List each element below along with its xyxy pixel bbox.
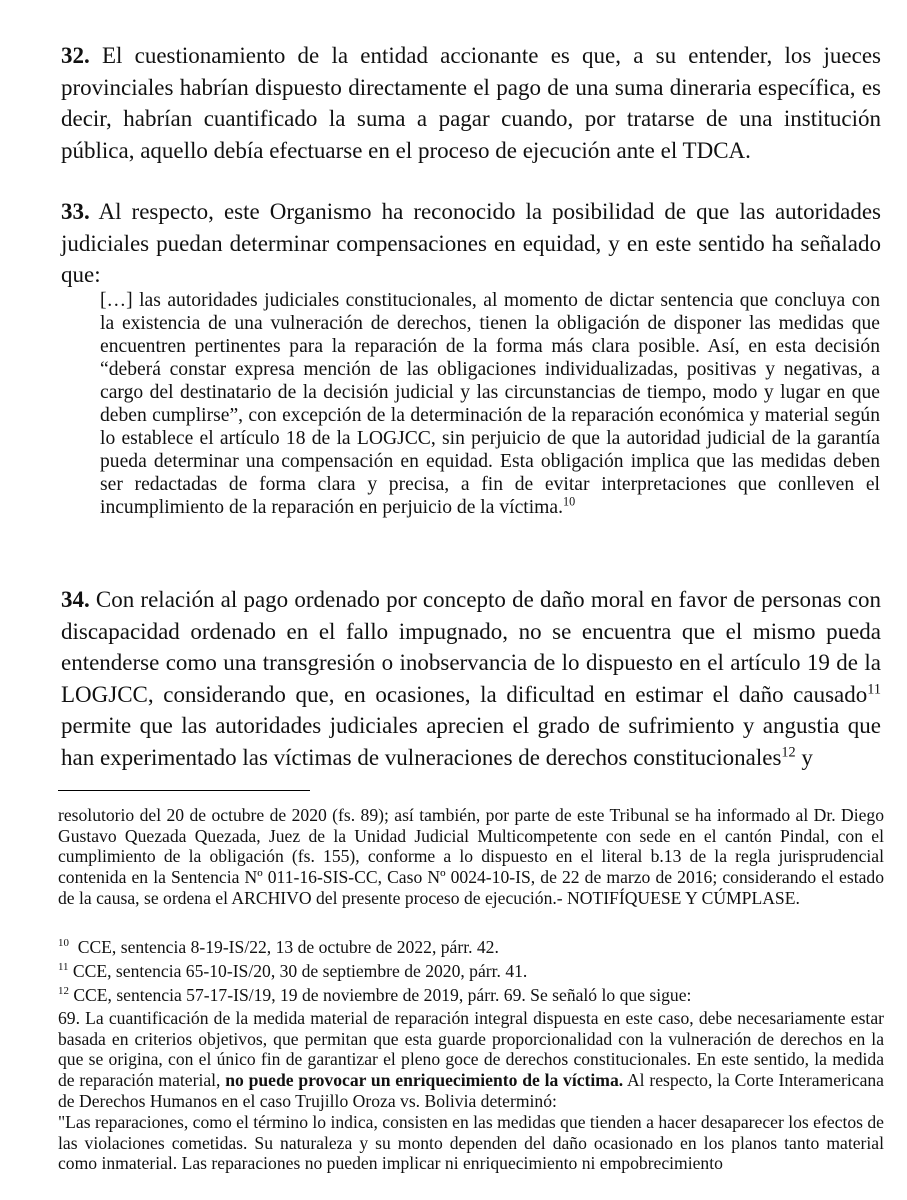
footnote-mark: 11: [58, 961, 69, 974]
quote-text: […] las autoridades judiciales constitucionales, al momento de dictar sentencia que concluya con la existencia de una vulneración de derechos, tienen la obligación de disponer las medidas que encuentren pertinentes para la reparación de la forma más clara posible. Así, en esta decisión “deberá constar expresa mención de las obligaciones individualizadas, positivas y negativas, a cargo del destinatario de la decisión judicial y las circunstancias de tiempo, modo y lugar en que deben cumplirse”, con excepción de la determinación de la reparación económica y material según lo establece el artículo 18 de la LOGJCC, sin perjuicio de que la autoridad judicial de la garantía pueda determinar una compensación en equidad. Esta obligación implica que las medidas deben ser redactadas de forma clara y precisa, a fin de evitar interpretaciones que conlleven el incumplimiento de la reparación en perjuicio de la víctima.: [100, 290, 880, 518]
footnote-quote-text: "Las reparaciones, como el término lo indica, consisten en las medidas que tienden a hacer desaparecer los efectos de las violaciones cometidas. Su naturaleza y su monto dependen del daño ocasionado en los planos tanto material como inmaterial. Las reparaciones no pueden implicar ni enriquecimiento ni empobrecimiento: [58, 1112, 884, 1174]
footnote-11: [58, 961, 884, 982]
footnote-text: CCE, sentencia 57-17-IS/19, 19 de noviembre de 2019, párr. 69. Se señaló lo que sigue:: [73, 985, 692, 1005]
footnote-body-bold: no puede provocar un enriquecimiento de la víctima.: [225, 1070, 624, 1091]
paragraph-number: 32.: [61, 43, 90, 68]
footnote-separator: [58, 790, 310, 791]
footnote-body-text: 69. La cuantificación de la medida material de reparación integral dispuesta en este caso, debe necesariamente estar basada en criterios objetivos, que permitan que esta guarde proporcionalidad con la vulneración de derechos en la que se origina, con el único fin de garantizar el pleno goce de derechos constitucionales. En este sentido, la medida de reparación material,: [58, 1008, 884, 1091]
footnote-continuation: [58, 805, 884, 909]
footnote-ref-12: 12: [781, 743, 796, 760]
footnote-ref-10: 10: [563, 494, 576, 509]
footnote-text: CCE, sentencia 65-10-IS/20, 30 de septiembre de 2020, párr. 41.: [72, 961, 528, 981]
footnote-12: [58, 985, 884, 1006]
footnote-body-text-end: Al respecto, la Corte Interamericana de Derechos Humanos en el caso Trujillo Oroza vs. Bolivia determinó:: [58, 1070, 884, 1111]
footnote-text: CCE, sentencia 8-19-IS/22, 13 de octubre de 2022, párr. 42.: [77, 937, 499, 957]
paragraph-text: El cuestionamiento de la entidad accionante es que, a su entender, los jueces provinciales habrían dispuesto directamente el pago de una suma dineraria específica, es decir, habrían cuantificado la suma a pagar cuando, por tratarse de una institución pública, aquello debía efectuarse en el proceso de ejecución ante el TDCA.: [61, 43, 882, 163]
footnote-mark: 10: [58, 937, 69, 950]
paragraph-32: [61, 40, 881, 166]
footnote-mark: 12: [58, 985, 69, 998]
footnote-ref-11: 11: [867, 680, 881, 697]
footnote-12-body: [58, 1008, 884, 1112]
paragraph-text: Con relación al pago ordenado por concepto de daño moral en favor de personas con discapacidad ordenado en el fallo impugnado, no se encuentra que el mismo pueda entenderse como una transgresión o inobservancia de lo dispuesto en el artículo 19 de la LOGJCC, considerando que, en ocasiones, la dificultad en estimar el daño causado: [61, 587, 881, 707]
paragraph-text-cont: permite que las autoridades judiciales aprecien el grado de sufrimiento y angustia que han experimentado las víctimas de vulneraciones de derechos constitucionales: [61, 713, 881, 770]
footnote-12-quote: [58, 1112, 884, 1174]
footnote-10: [58, 937, 884, 958]
paragraph-number: 34.: [61, 587, 90, 612]
paragraph-34: [61, 584, 881, 773]
paragraph-33: [61, 196, 881, 291]
paragraph-text-end: y: [795, 744, 813, 770]
block-quote: [100, 289, 880, 519]
paragraph-text: Al respecto, este Organismo ha reconocido la posibilidad de que las autoridades judiciales puedan determinar compensaciones en equidad, y en este sentido ha señalado que:: [61, 199, 881, 287]
paragraph-number: 33.: [61, 199, 90, 224]
footnote-continuation-text: resolutorio del 20 de octubre de 2020 (fs. 89); así también, por parte de este Tribunal se ha informado al Dr. Diego Gustavo Quezada Quezada, Juez de la Unidad Judicial Multicompetente con sede en el cantón Pindal, con el cumplimiento de la obligación (fs. 155), conforme a lo dispuesto en el literal b.13 de la regla jurisprudencial contenida en la Sentencia Nº 011-16-SIS-CC, Caso Nº 0024-10-IS, de 22 de marzo de 2016; considerando el estado de la causa, se ordena el ARCHIVO del presente proceso de ejecución.- NOTIFÍQUESE Y CÚMPLASE.: [58, 805, 884, 908]
